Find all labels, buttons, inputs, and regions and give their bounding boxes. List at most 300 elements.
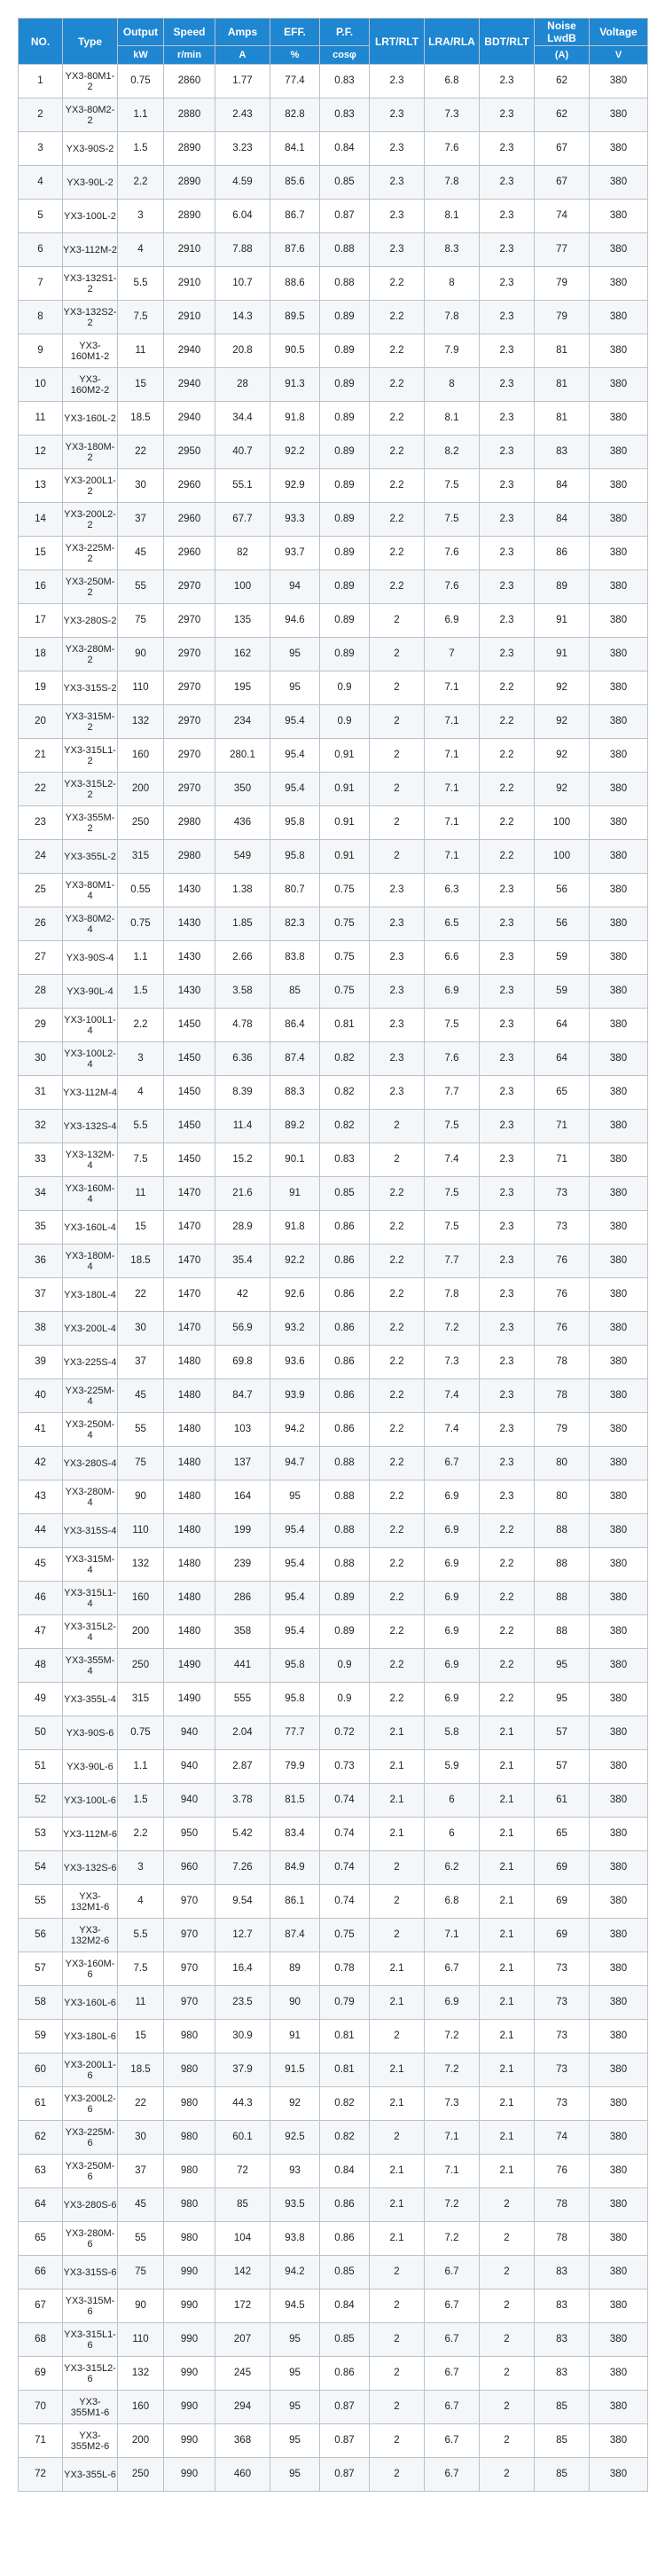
cell-lrt-rlt: 2 [370,1143,425,1177]
cell-amps: 436 [215,806,270,840]
cell-amps: 135 [215,604,270,638]
cell-lra-rla: 7.8 [425,166,480,200]
cell-type: YX3-80M2-2 [63,98,118,132]
cell-voltage: 380 [590,1851,648,1885]
cell-type: YX3-225M-4 [63,1379,118,1413]
cell-lrt-rlt: 2.3 [370,132,425,166]
cell-no: 37 [19,1278,63,1312]
cell-type: YX3-355M1-6 [63,2391,118,2424]
cell-noise: 59 [535,975,590,1009]
cell-type: YX3-160M2-2 [63,368,118,402]
cell-type: YX3-132S2-2 [63,301,118,334]
cell-voltage: 380 [590,2256,648,2289]
cell-lrt-rlt: 2 [370,705,425,739]
cell-output: 200 [118,2424,164,2458]
cell-type: YX3-315L1-2 [63,739,118,773]
cell-voltage: 380 [590,1986,648,2020]
cell-amps: 30.9 [215,2020,270,2054]
cell-lrt-rlt: 2.2 [370,469,425,503]
cell-type: YX3-132S1-2 [63,267,118,301]
cell-voltage: 380 [590,2357,648,2391]
cell-lra-rla: 7.6 [425,570,480,604]
cell-pf: 0.81 [320,2020,370,2054]
cell-pf: 0.81 [320,1009,370,1042]
cell-bdt-rlt: 2.1 [480,2020,535,2054]
cell-no: 72 [19,2458,63,2492]
cell-pf: 0.89 [320,1582,370,1615]
cell-eff: 92.2 [270,1245,320,1278]
cell-no: 25 [19,874,63,907]
cell-type: YX3-280M-6 [63,2222,118,2256]
cell-output: 11 [118,1177,164,1211]
cell-speed: 2940 [164,334,215,368]
cell-speed: 2970 [164,638,215,671]
cell-no: 13 [19,469,63,503]
cell-lrt-rlt: 2.3 [370,233,425,267]
cell-type: YX3-225S-4 [63,1346,118,1379]
cell-pf: 0.84 [320,2155,370,2188]
cell-pf: 0.87 [320,200,370,233]
cell-pf: 0.89 [320,402,370,436]
cell-output: 110 [118,2323,164,2357]
cell-bdt-rlt: 2 [480,2222,535,2256]
cell-pf: 0.86 [320,1312,370,1346]
cell-noise: 88 [535,1514,590,1548]
cell-no: 20 [19,705,63,739]
cell-pf: 0.85 [320,2323,370,2357]
cell-eff: 90 [270,1986,320,2020]
cell-output: 4 [118,233,164,267]
header-voltage: Voltage [590,19,648,46]
cell-eff: 95.4 [270,705,320,739]
table-row [19,2357,648,2391]
cell-no: 8 [19,301,63,334]
cell-no: 31 [19,1076,63,1110]
cell-bdt-rlt: 2.3 [480,874,535,907]
cell-no: 62 [19,2121,63,2155]
cell-eff: 95.8 [270,806,320,840]
cell-lrt-rlt: 2.1 [370,1986,425,2020]
cell-eff: 93.7 [270,537,320,570]
cell-amps: 10.7 [215,267,270,301]
cell-noise: 61 [535,1784,590,1818]
cell-speed: 980 [164,2155,215,2188]
cell-eff: 84.9 [270,1851,320,1885]
cell-noise: 74 [535,2121,590,2155]
cell-speed: 2940 [164,368,215,402]
cell-pf: 0.75 [320,975,370,1009]
cell-eff: 85.6 [270,166,320,200]
cell-voltage: 380 [590,2020,648,2054]
cell-lra-rla: 7.6 [425,1042,480,1076]
cell-bdt-rlt: 2.3 [480,98,535,132]
cell-no: 23 [19,806,63,840]
cell-noise: 69 [535,1919,590,1952]
table-row [19,874,648,907]
cell-output: 75 [118,2256,164,2289]
cell-no: 26 [19,907,63,941]
cell-speed: 1480 [164,1346,215,1379]
cell-speed: 2960 [164,503,215,537]
cell-output: 18.5 [118,402,164,436]
cell-no: 3 [19,132,63,166]
cell-no: 24 [19,840,63,874]
unit-noise: (A) [535,46,590,65]
cell-type: YX3-315S-6 [63,2256,118,2289]
cell-speed: 990 [164,2424,215,2458]
cell-lra-rla: 7.4 [425,1143,480,1177]
cell-type: YX3-315M-2 [63,705,118,739]
cell-noise: 69 [535,1885,590,1919]
cell-bdt-rlt: 2.2 [480,773,535,806]
cell-type: YX3-225M-2 [63,537,118,570]
cell-type: YX3-280S-2 [63,604,118,638]
cell-amps: 239 [215,1548,270,1582]
cell-noise: 81 [535,368,590,402]
cell-eff: 92.5 [270,2121,320,2155]
cell-bdt-rlt: 2.3 [480,267,535,301]
table-row [19,1952,648,1986]
cell-output: 37 [118,503,164,537]
cell-voltage: 380 [590,1379,648,1413]
cell-output: 15 [118,1211,164,1245]
cell-lrt-rlt: 2.1 [370,1716,425,1750]
cell-eff: 94.5 [270,2289,320,2323]
cell-eff: 86.4 [270,1009,320,1042]
cell-eff: 84.1 [270,132,320,166]
cell-noise: 84 [535,469,590,503]
cell-pf: 0.86 [320,2188,370,2222]
table-row [19,2289,648,2323]
cell-amps: 6.36 [215,1042,270,1076]
cell-lra-rla: 8.3 [425,233,480,267]
cell-bdt-rlt: 2.3 [480,503,535,537]
cell-lrt-rlt: 2.2 [370,368,425,402]
unit-speed: r/min [164,46,215,65]
cell-voltage: 380 [590,1177,648,1211]
cell-amps: 234 [215,705,270,739]
cell-amps: 358 [215,1615,270,1649]
cell-speed: 2910 [164,301,215,334]
table-row [19,1245,648,1278]
cell-eff: 95 [270,2424,320,2458]
cell-lra-rla: 7.1 [425,2155,480,2188]
cell-no: 11 [19,402,63,436]
cell-speed: 2960 [164,537,215,570]
cell-bdt-rlt: 2.3 [480,402,535,436]
cell-no: 34 [19,1177,63,1211]
unit-pf: cosφ [320,46,370,65]
cell-no: 19 [19,671,63,705]
cell-output: 75 [118,604,164,638]
cell-amps: 104 [215,2222,270,2256]
cell-lra-rla: 6.7 [425,1952,480,1986]
cell-lrt-rlt: 2.2 [370,1615,425,1649]
cell-lra-rla: 6.9 [425,1649,480,1683]
cell-no: 7 [19,267,63,301]
cell-amps: 199 [215,1514,270,1548]
cell-lra-rla: 7.5 [425,1177,480,1211]
cell-pf: 0.75 [320,907,370,941]
cell-pf: 0.75 [320,874,370,907]
cell-lrt-rlt: 2.3 [370,166,425,200]
cell-pf: 0.72 [320,1716,370,1750]
cell-lra-rla: 7.6 [425,537,480,570]
table-row [19,2323,648,2357]
cell-lra-rla: 7.8 [425,1278,480,1312]
cell-lra-rla: 7.1 [425,739,480,773]
cell-output: 45 [118,2188,164,2222]
cell-amps: 42 [215,1278,270,1312]
cell-eff: 92.6 [270,1278,320,1312]
cell-voltage: 380 [590,570,648,604]
table-row [19,1110,648,1143]
cell-lra-rla: 6.8 [425,1885,480,1919]
cell-noise: 92 [535,671,590,705]
cell-amps: 6.04 [215,200,270,233]
cell-noise: 73 [535,1952,590,1986]
cell-speed: 2960 [164,469,215,503]
cell-amps: 549 [215,840,270,874]
cell-lra-rla: 6.9 [425,1986,480,2020]
cell-pf: 0.86 [320,1245,370,1278]
cell-pf: 0.83 [320,65,370,98]
table-row [19,705,648,739]
cell-pf: 0.91 [320,806,370,840]
cell-amps: 100 [215,570,270,604]
cell-bdt-rlt: 2.2 [480,840,535,874]
cell-bdt-rlt: 2.3 [480,537,535,570]
cell-type: YX3-160L-6 [63,1986,118,2020]
cell-no: 29 [19,1009,63,1042]
cell-voltage: 380 [590,1413,648,1447]
unit-eff: % [270,46,320,65]
cell-noise: 73 [535,2020,590,2054]
cell-pf: 0.89 [320,1615,370,1649]
cell-lra-rla: 6.7 [425,1447,480,1480]
cell-amps: 195 [215,671,270,705]
cell-lra-rla: 6.2 [425,1851,480,1885]
cell-output: 22 [118,2087,164,2121]
table-row [19,65,648,98]
cell-amps: 2.43 [215,98,270,132]
cell-type: YX3-200L2-6 [63,2087,118,2121]
cell-output: 45 [118,537,164,570]
cell-bdt-rlt: 2.3 [480,907,535,941]
cell-pf: 0.91 [320,773,370,806]
cell-lra-rla: 8 [425,267,480,301]
cell-lrt-rlt: 2 [370,2121,425,2155]
cell-amps: 7.26 [215,1851,270,1885]
cell-amps: 11.4 [215,1110,270,1143]
cell-lrt-rlt: 2 [370,1885,425,1919]
cell-lra-rla: 7.6 [425,132,480,166]
cell-eff: 91.3 [270,368,320,402]
cell-amps: 12.7 [215,1919,270,1952]
cell-no: 18 [19,638,63,671]
cell-no: 27 [19,941,63,975]
cell-amps: 280.1 [215,739,270,773]
cell-eff: 79.9 [270,1750,320,1784]
cell-no: 28 [19,975,63,1009]
cell-bdt-rlt: 2.3 [480,1346,535,1379]
cell-voltage: 380 [590,671,648,705]
table-row [19,941,648,975]
cell-bdt-rlt: 2.1 [480,1952,535,1986]
cell-amps: 245 [215,2357,270,2391]
cell-amps: 4.59 [215,166,270,200]
cell-noise: 81 [535,334,590,368]
cell-eff: 86.7 [270,200,320,233]
cell-eff: 93.9 [270,1379,320,1413]
cell-eff: 80.7 [270,874,320,907]
table-row [19,1919,648,1952]
cell-lrt-rlt: 2.2 [370,1649,425,1683]
cell-amps: 2.87 [215,1750,270,1784]
cell-no: 17 [19,604,63,638]
cell-type: YX3-112M-2 [63,233,118,267]
cell-eff: 83.4 [270,1818,320,1851]
cell-voltage: 380 [590,773,648,806]
cell-pf: 0.86 [320,1346,370,1379]
cell-no: 21 [19,739,63,773]
cell-eff: 87.4 [270,1919,320,1952]
table-row [19,1379,648,1413]
cell-bdt-rlt: 2.3 [480,638,535,671]
cell-output: 250 [118,806,164,840]
table-row [19,1413,648,1447]
table-row [19,2256,648,2289]
table-row [19,1649,648,1683]
cell-lra-rla: 8 [425,368,480,402]
cell-voltage: 380 [590,2458,648,2492]
cell-no: 69 [19,2357,63,2391]
cell-lra-rla: 7.3 [425,1346,480,1379]
cell-voltage: 380 [590,2188,648,2222]
cell-lra-rla: 7.9 [425,334,480,368]
cell-output: 0.75 [118,65,164,98]
cell-noise: 85 [535,2458,590,2492]
cell-no: 52 [19,1784,63,1818]
cell-lrt-rlt: 2.1 [370,2087,425,2121]
cell-no: 49 [19,1683,63,1716]
cell-speed: 1470 [164,1177,215,1211]
cell-type: YX3-132M2-6 [63,1919,118,1952]
cell-voltage: 380 [590,65,648,98]
header-eff: EFF. [270,19,320,46]
cell-lra-rla: 6 [425,1784,480,1818]
cell-noise: 64 [535,1009,590,1042]
cell-lra-rla: 6.7 [425,2391,480,2424]
cell-amps: 14.3 [215,301,270,334]
cell-speed: 2880 [164,98,215,132]
cell-no: 6 [19,233,63,267]
cell-eff: 95 [270,2323,320,2357]
cell-amps: 460 [215,2458,270,2492]
cell-type: YX3-315S-2 [63,671,118,705]
cell-speed: 990 [164,2357,215,2391]
cell-noise: 95 [535,1649,590,1683]
header-bdt-rlt: BDT/RLT [480,19,535,65]
cell-pf: 0.9 [320,705,370,739]
cell-lra-rla: 7.1 [425,2121,480,2155]
cell-output: 132 [118,2357,164,2391]
cell-voltage: 380 [590,537,648,570]
cell-lrt-rlt: 2 [370,739,425,773]
cell-pf: 0.74 [320,1784,370,1818]
table-row [19,1312,648,1346]
cell-lrt-rlt: 2.2 [370,1480,425,1514]
cell-output: 132 [118,705,164,739]
cell-no: 51 [19,1750,63,1784]
cell-lra-rla: 6.9 [425,1480,480,1514]
cell-no: 67 [19,2289,63,2323]
cell-lra-rla: 8.2 [425,436,480,469]
cell-bdt-rlt: 2.1 [480,2121,535,2155]
cell-lrt-rlt: 2.2 [370,301,425,334]
cell-bdt-rlt: 2.3 [480,1312,535,1346]
cell-voltage: 380 [590,1818,648,1851]
cell-lra-rla: 6.9 [425,1548,480,1582]
cell-noise: 83 [535,2357,590,2391]
table-row [19,2222,648,2256]
cell-lrt-rlt: 2.1 [370,2054,425,2087]
cell-no: 47 [19,1615,63,1649]
cell-speed: 1470 [164,1245,215,1278]
cell-noise: 73 [535,1986,590,2020]
cell-eff: 93 [270,2155,320,2188]
cell-amps: 3.58 [215,975,270,1009]
unit-voltage: V [590,46,648,65]
cell-noise: 69 [535,1851,590,1885]
table-row [19,1683,648,1716]
cell-lra-rla: 6.7 [425,2323,480,2357]
cell-no: 54 [19,1851,63,1885]
cell-eff: 95 [270,1480,320,1514]
cell-bdt-rlt: 2.1 [480,1784,535,1818]
cell-lrt-rlt: 2 [370,2323,425,2357]
cell-output: 30 [118,469,164,503]
cell-bdt-rlt: 2.2 [480,739,535,773]
cell-output: 22 [118,1278,164,1312]
cell-amps: 137 [215,1447,270,1480]
cell-lrt-rlt: 2.1 [370,1818,425,1851]
header-row [19,19,648,46]
cell-amps: 9.54 [215,1885,270,1919]
cell-speed: 1470 [164,1211,215,1245]
cell-output: 3 [118,1851,164,1885]
cell-pf: 0.78 [320,1952,370,1986]
header-speed: Speed [164,19,215,46]
cell-output: 2.2 [118,1009,164,1042]
cell-pf: 0.82 [320,2087,370,2121]
cell-no: 48 [19,1649,63,1683]
cell-type: YX3-160M-4 [63,1177,118,1211]
cell-output: 1.5 [118,1784,164,1818]
table-row [19,1851,648,1885]
cell-eff: 95.8 [270,840,320,874]
cell-noise: 91 [535,604,590,638]
cell-bdt-rlt: 2.3 [480,1245,535,1278]
cell-speed: 1490 [164,1649,215,1683]
cell-no: 58 [19,1986,63,2020]
cell-pf: 0.89 [320,436,370,469]
cell-bdt-rlt: 2 [480,2289,535,2323]
cell-speed: 1470 [164,1278,215,1312]
cell-noise: 77 [535,233,590,267]
cell-lra-rla: 7.1 [425,1919,480,1952]
header-type: Type [63,19,118,65]
